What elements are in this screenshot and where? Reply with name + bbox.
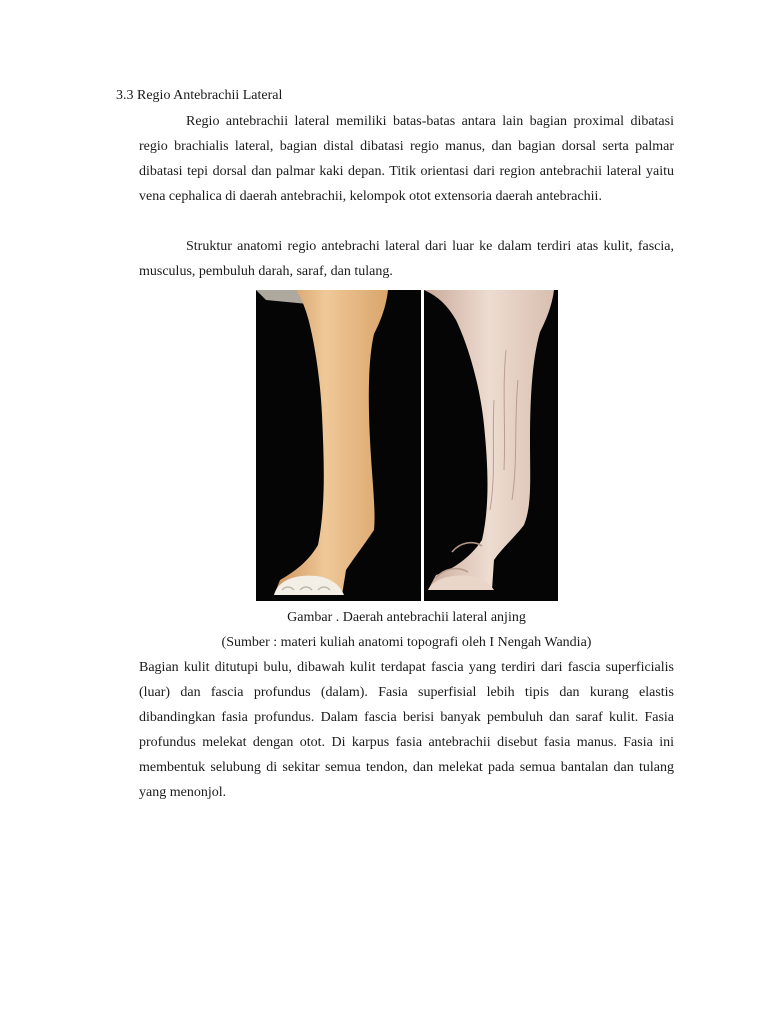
figure-antebrachii-photos bbox=[256, 290, 558, 601]
photo-leg-with-fur bbox=[256, 290, 421, 601]
figure-source: (Sumber : materi kuliah anatomi topografi oleh I Nengah Wandia) bbox=[221, 635, 592, 650]
figure-caption: Gambar . Daerah antebrachii lateral anjing bbox=[287, 610, 526, 625]
section-heading: 3.3 Regio Antebrachii Lateral bbox=[116, 88, 283, 103]
paragraph-fascia: Bagian kulit ditutupi bulu, dibawah kulit terdapat fascia yang terdiri dari fascia superficialis (luar) dan fascia profundus (dalam). Fasia superfisial lebih tipis dan kurang elastis dibandingkan fasia profundus. Dalam fascia berisi banyak pembuluh dan saraf kulit. Fasia profundus melekat dengan otot. Di karpus fasia antebrachii disebut fasia manus. Fasia ini membentuk selubung di sekitar semua tendon, dan melekat pada semua bantalan dan tulang yang menonjol. bbox=[139, 660, 674, 800]
paragraph-boundaries: Regio antebrachii lateral memiliki batas-batas antara lain bagian proximal dibatasi regio brachialis lateral, bagian distal dibatasi regio manus, dan bagian dorsal serta palmar dibatasi tepi dorsal dan palmar kaki depan. Titik orientasi dari region antebrachii lateral yaitu vena cephalica di daerah antebrachii, kelompok otot extensoria daerah antebrachii. bbox=[139, 114, 674, 204]
photo-leg-skinless bbox=[424, 290, 558, 601]
paragraph-structure: Struktur anatomi regio antebrachi lateral dari luar ke dalam terdiri atas kulit, fascia, musculus, pembuluh darah, saraf, dan tulang. bbox=[139, 239, 674, 279]
